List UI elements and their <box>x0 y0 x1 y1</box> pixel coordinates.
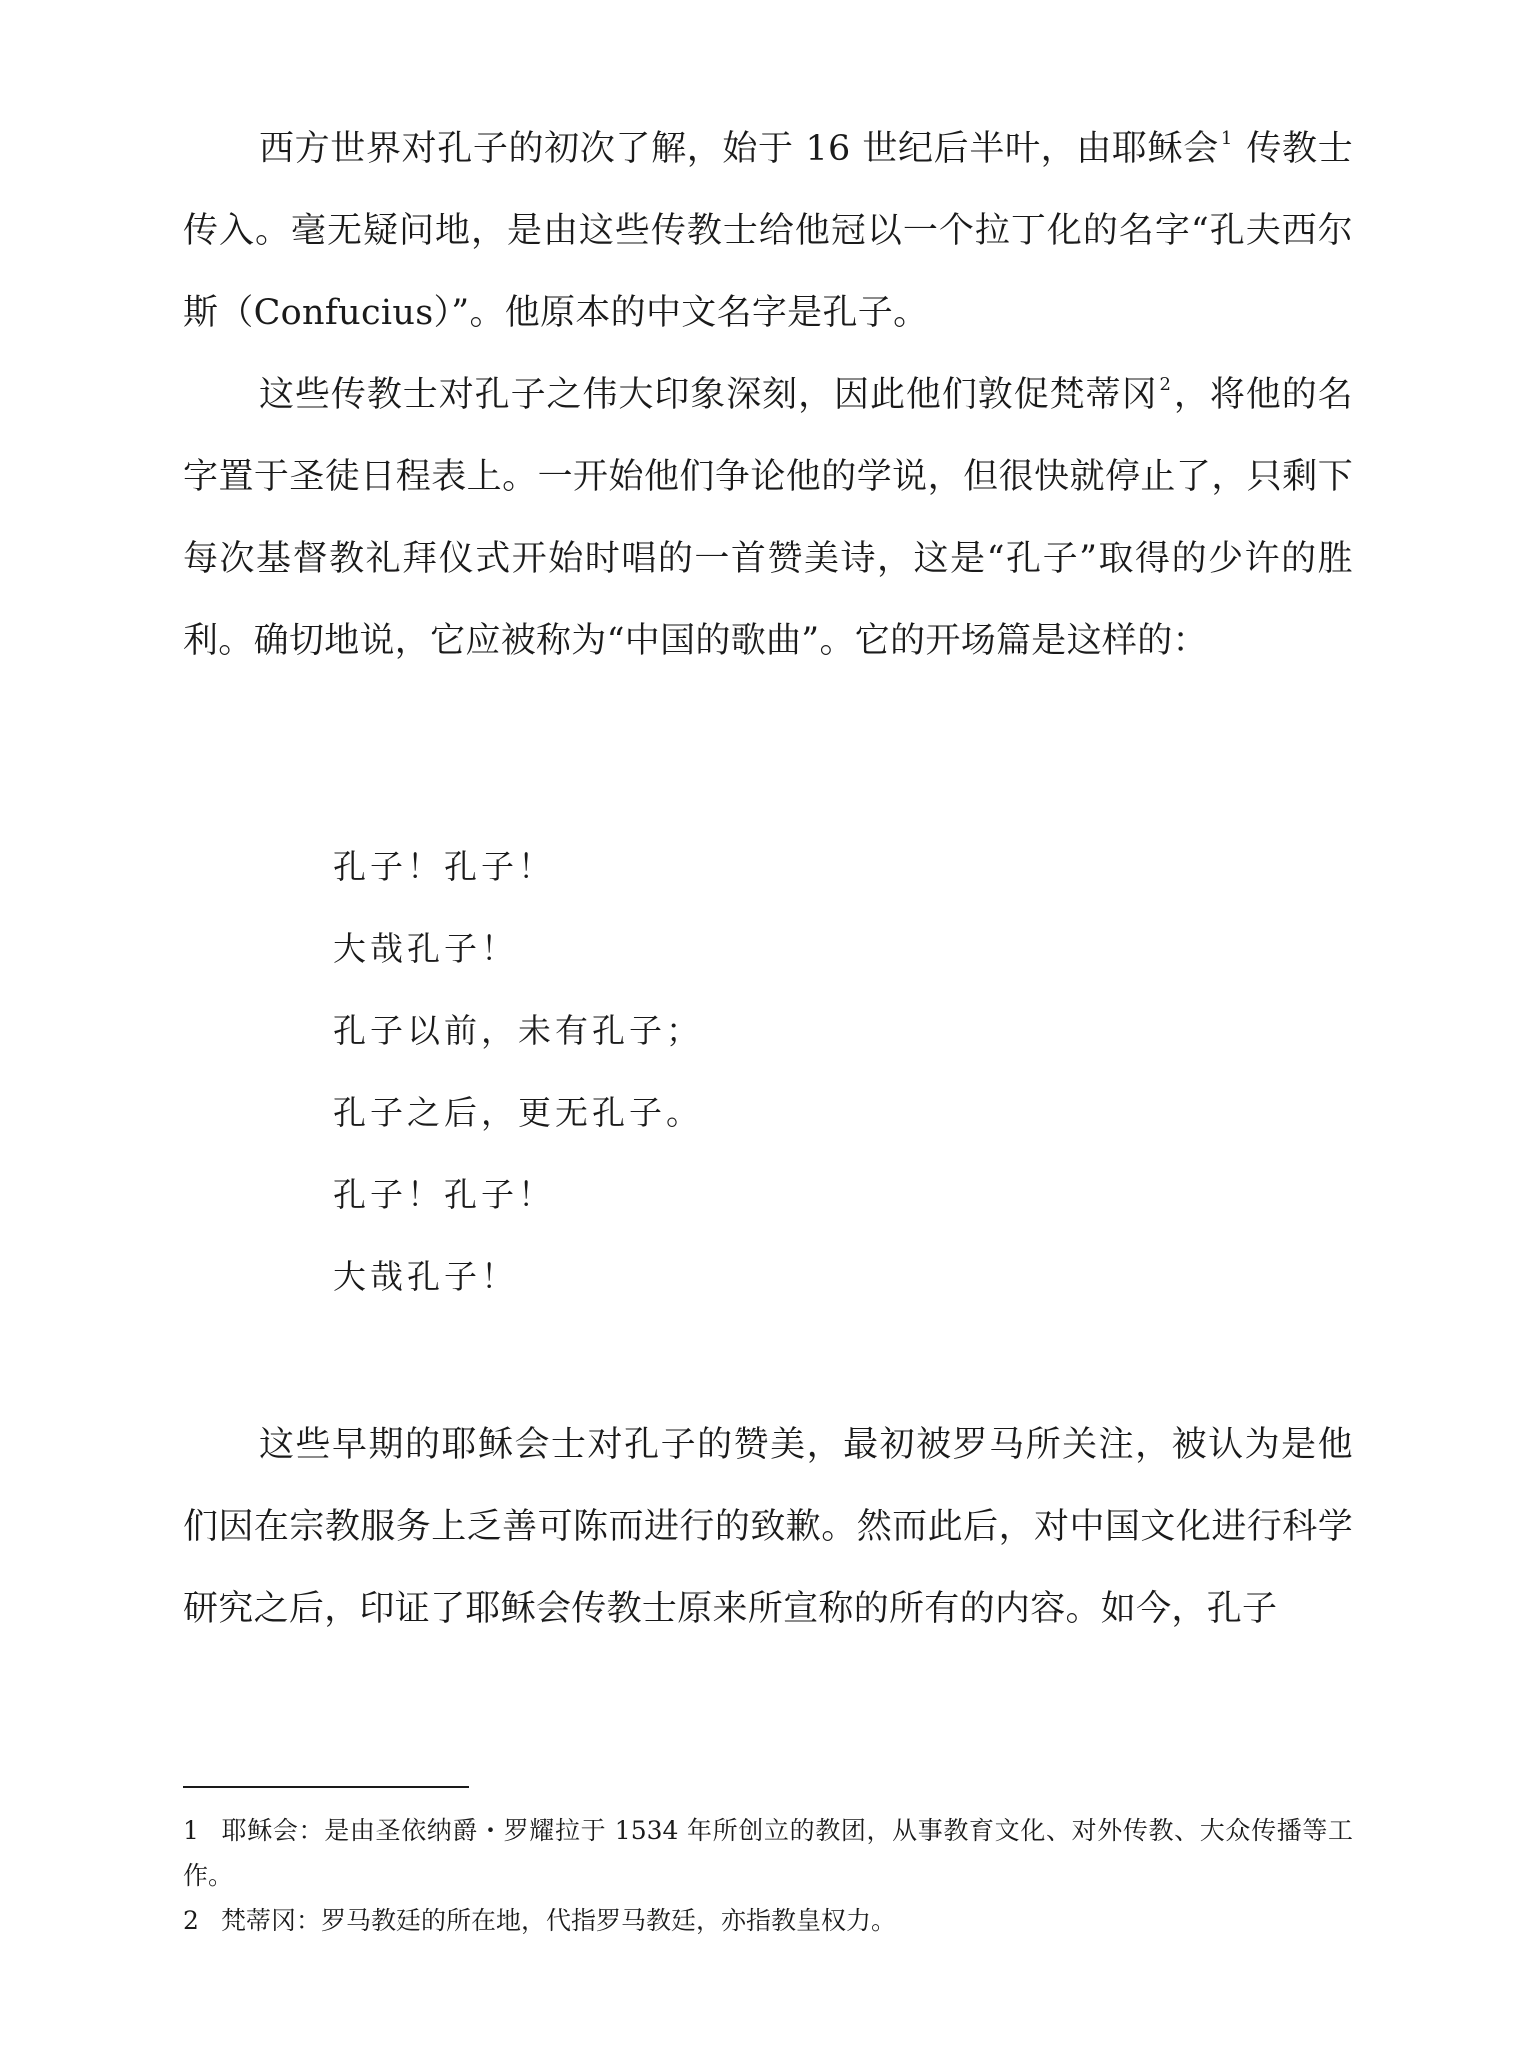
footnote-number: 1 <box>183 1816 199 1845</box>
paragraph-2-text-b: ，将他的名字置于圣徒日程表上。一开始他们争论他的学说，但很快就停止了，只剩下每次基督教礼拜仪式开始时唱的一首赞美诗，这是“孔子”取得的少许的胜利。确切地说，它应被称为“中国的歌曲”。它的开场篇是这样的： <box>183 375 1353 661</box>
footnote-text: 耶稣会：是由圣依纳爵・罗耀拉于 1534 年所创立的教团，从事教育文化、对外传教、大众传播等工作。 <box>183 1816 1353 1890</box>
verse-line: 大哉孔子！ <box>333 1257 518 1296</box>
footnote-item <box>183 1898 1353 1943</box>
footnote-number: 2 <box>183 1906 199 1935</box>
paragraph-1-text-b: 传教士传入。毫无疑问地，是由这些传教士给他冠以一个拉丁化的名字“孔夫西尔斯（Confucius）”。他原本的中文名字是孔子。 <box>183 129 1353 333</box>
verse-line: 孔子！孔子！ <box>333 847 555 886</box>
footnote-ref-1[interactable]: 1 <box>1220 128 1233 149</box>
footnote-text: 梵蒂冈：罗马教廷的所在地，代指罗马教廷，亦指教皇权力。 <box>221 1906 897 1935</box>
footnotes <box>183 1808 1353 1943</box>
footnote-divider <box>183 1786 469 1788</box>
hymn-verse <box>333 847 703 1339</box>
body-text-bottom <box>183 1404 1353 1650</box>
paragraph-2 <box>183 354 1353 682</box>
paragraph-1-text-a: 西方世界对孔子的初次了解，始于 16 世纪后半叶，由耶稣会 <box>259 129 1219 169</box>
verse-line: 孔子之后，更无孔子。 <box>333 1093 703 1132</box>
paragraph-1 <box>183 108 1353 354</box>
verse-line: 大哉孔子！ <box>333 929 518 968</box>
verse-line: 孔子以前，未有孔子； <box>333 1011 703 1050</box>
verse-line: 孔子！孔子！ <box>333 1175 555 1214</box>
paragraph-3: 这些早期的耶稣会士对孔子的赞美，最初被罗马所关注，被认为是他们因在宗教服务上乏善可陈而进行的致歉。然而此后，对中国文化进行科学研究之后，印证了耶稣会传教士原来所宣称的所有的内容。如今，孔子 <box>183 1425 1353 1629</box>
body-text-top <box>183 108 1353 682</box>
footnote-ref-2[interactable]: 2 <box>1159 374 1172 395</box>
paragraph-2-text-a: 这些传教士对孔子之伟大印象深刻，因此他们敦促梵蒂冈 <box>259 375 1158 415</box>
footnote-item <box>183 1808 1353 1898</box>
